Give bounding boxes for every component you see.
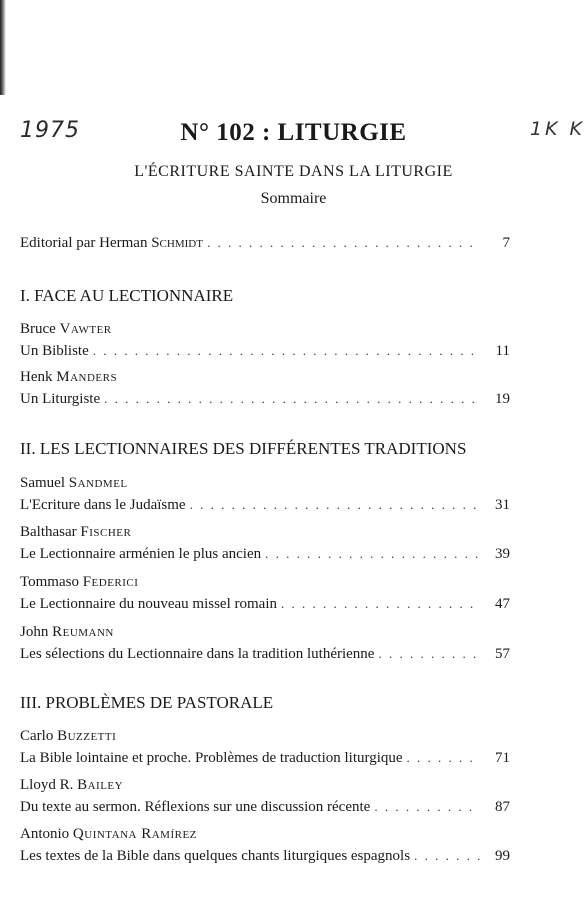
author-name: Lloyd R. Bailey [20,777,124,793]
leader-dots [265,543,480,565]
page-number: 11 [495,343,510,359]
toc-entry [20,725,510,769]
article-title: L'Ecriture dans le Judaïsme [20,497,186,513]
toc-entry [20,318,510,362]
toc-entry [20,521,510,565]
page-number: 7 [502,235,510,251]
leader-dots [207,232,480,254]
toc-entry [20,472,510,516]
toc-entry [20,823,510,867]
toc-editorial [20,232,510,254]
issue-title: N° 102 : LITURGIE [180,119,407,146]
article-title: La Bible lointaine et proche. Problèmes de traduction liturgique [20,750,403,766]
author-name: John Reumann [20,624,114,640]
author-name: Antonio Quintana Ramírez [20,826,197,842]
toc-entry [20,366,510,410]
author-name: Samuel Sandmel [20,475,128,491]
leader-dots [378,643,480,665]
handwritten-year: 1975 [20,118,80,143]
leader-dots [414,845,480,867]
leader-dots [104,388,480,410]
article-title: Un Bibliste [20,343,89,359]
article-title: Du texte au sermon. Réflexions sur une discussion récente [20,799,371,815]
sommaire-heading: Sommaire [260,190,327,207]
article-title: Les textes de la Bible dans quelques chants liturgiques espagnols [20,848,411,864]
author-name: Bruce Vawter [20,321,112,337]
leader-dots [374,796,480,818]
editorial-label: Editorial par Herman Schmidt [20,235,203,251]
leader-dots [190,494,480,516]
scan-edge-mark [0,0,6,95]
page-number: 99 [495,848,510,864]
article-title: Les sélections du Lectionnaire dans la tradition luthérienne [20,646,375,662]
page-number: 31 [495,497,510,513]
issue-subtitle: L'ÉCRITURE SAINTE DANS LA LITURGIE [134,163,453,180]
page-number: 71 [495,750,510,766]
leader-dots [281,593,480,615]
page-number: 39 [495,546,510,562]
page-number: 57 [495,646,510,662]
article-title: Un Liturgiste [20,391,101,407]
page-number: 87 [495,799,510,815]
leader-dots [93,340,480,362]
author-name: Henk Manders [20,369,118,385]
toc-entry [20,774,510,818]
handwritten-note: 1K K [529,118,585,140]
page-number: 47 [495,596,510,612]
section-heading: III. PROBLÈMES DE PASTORALE [20,693,274,712]
leader-dots [407,747,480,769]
author-name: Carlo Buzzetti [20,728,117,744]
article-title: Le Lectionnaire du nouveau missel romain [20,596,277,612]
section-heading: II. LES LECTIONNAIRES DES DIFFÉRENTES TRADITIONS [20,439,467,458]
page-number: 19 [495,391,510,407]
section-heading: I. FACE AU LECTIONNAIRE [20,286,234,305]
author-name: Tommaso Federici [20,574,139,590]
author-name: Balthasar Fischer [20,524,132,540]
toc-entry [20,571,510,615]
toc-entry [20,621,510,665]
article-title: Le Lectionnaire arménien le plus ancien [20,546,262,562]
